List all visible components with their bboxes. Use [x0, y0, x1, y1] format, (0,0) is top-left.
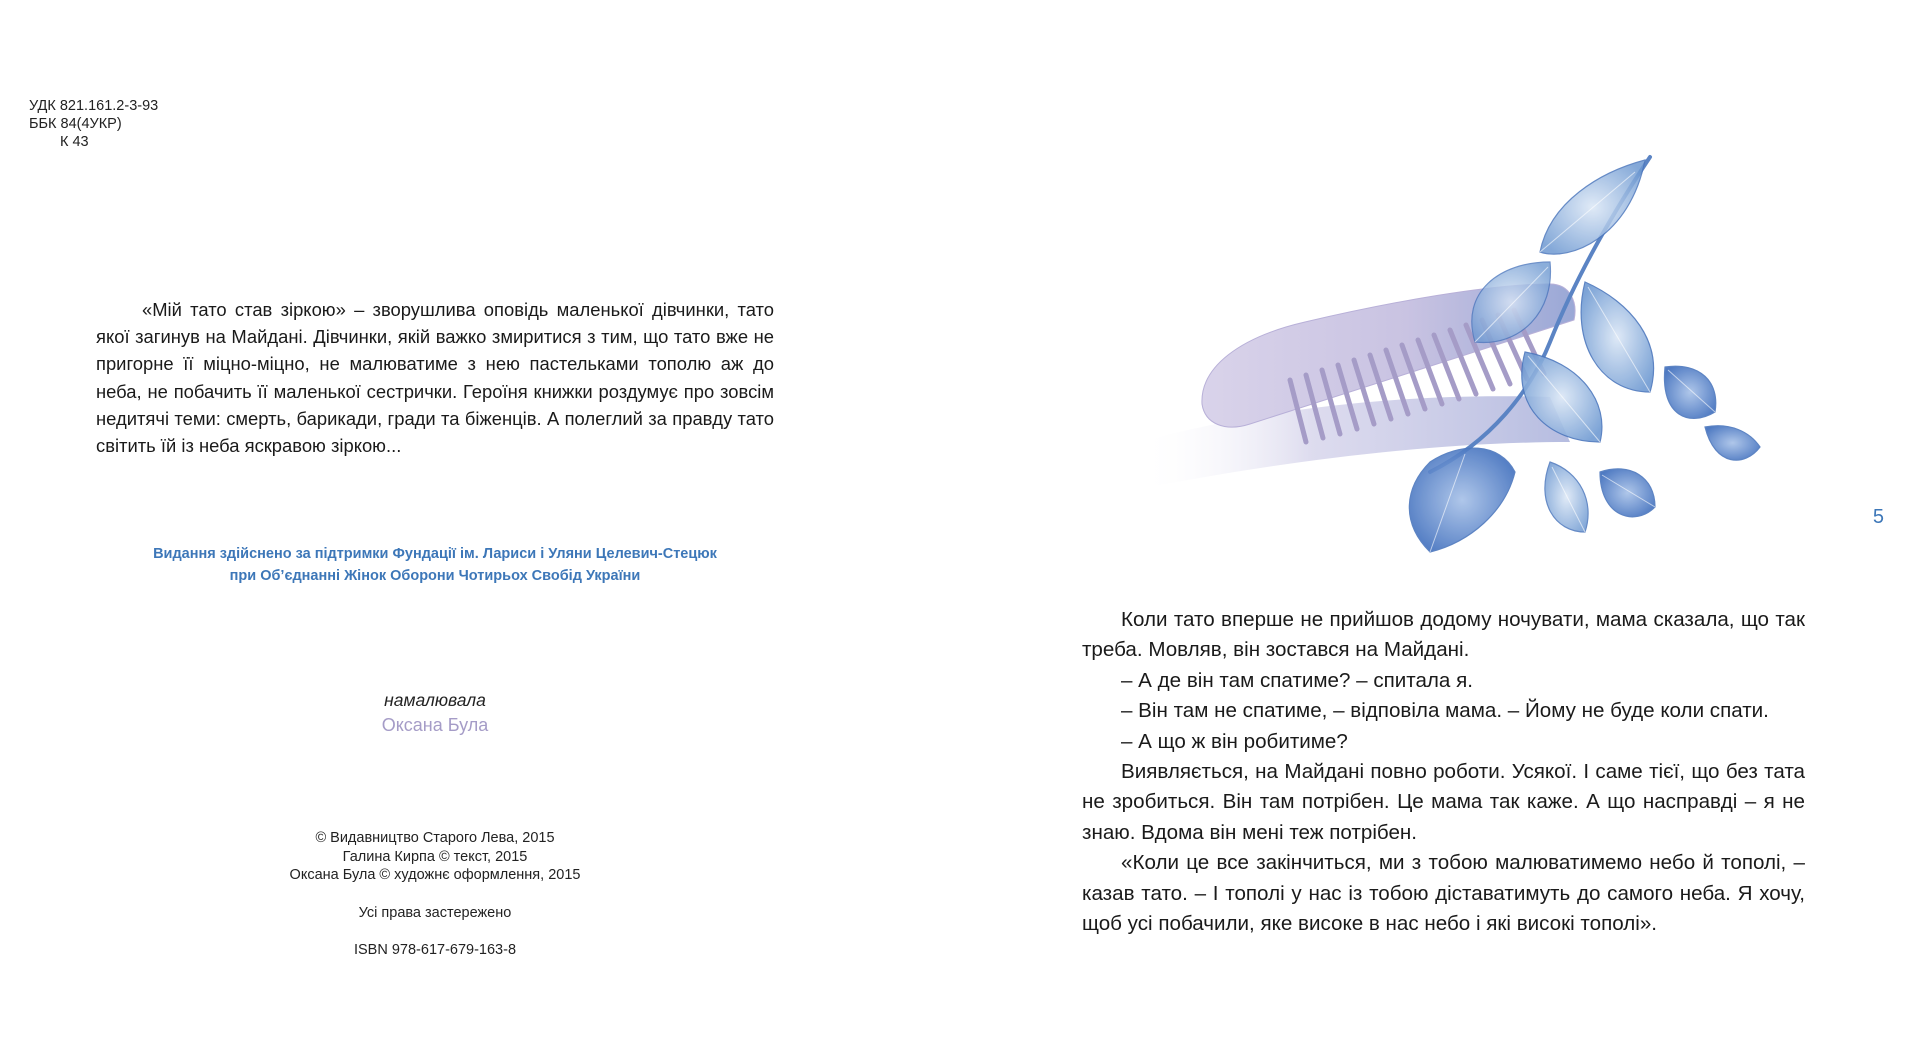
support-note	[96, 543, 774, 587]
leaf-far-right	[1705, 426, 1760, 460]
story-paragraph-2: – А де він там спатиме? – спитала я.	[1121, 668, 1473, 692]
leaf-bottom	[1409, 448, 1515, 552]
story-paragraph-5: Виявляється, на Майдані повно роботи. Усякої. І саме тієї, що без тата не зробиться. Він там потрібен. Це мама так каже. А що насправді – я не знаю. Вдома він мені теж потрібен.	[1082, 760, 1805, 844]
support-line-1: Видання здійснено за підтримки Фундації ім. Лариси і Уляни Целевич-Стецюк	[153, 546, 717, 562]
copyright-text: Галина Кирпа © текст, 2015	[342, 848, 528, 865]
illustrator-name: Оксана Була	[381, 715, 489, 735]
comb-with-poplar-leaves-illustration	[1130, 142, 1770, 554]
story-paragraph-3: – Він там не спатиме, – відповіла мама. – Йому не буде коли спати.	[1121, 699, 1769, 723]
illustrator-role: намалювала	[384, 690, 486, 710]
copyright-block	[236, 829, 634, 960]
copyright-art: Оксана Була © художнє оформлення, 2015	[289, 867, 581, 883]
bbk-code: ББК 84(4УКР)	[29, 116, 122, 132]
leaf-lower-right	[1600, 469, 1655, 517]
story-paragraph-4: – А що ж він робитиме?	[1121, 729, 1348, 753]
summary-paragraph: «Мій тато став зіркою» – зворушлива оповідь маленької дівчинки, тато якої загинув на Майдані. Дівчинки, якій важко змиритися з тим, що тато вже не пригорне її міцно-міцно, не малюватиме з нею пастельками тополю аж до неба, не побачить її маленької сестрички. Героїня книжки роздумує про зовсім недитячі теми: смерть, барикади, гради та біженців. А полеглий за правду тато світить їй із неба яскравою зіркою...	[96, 299, 774, 457]
classification-codes	[29, 97, 158, 151]
page-number: 5	[1872, 506, 1884, 528]
support-line-2: при Об’єднанні Жінок Оборони Чотирьох Свобід України	[229, 568, 641, 584]
leaf-lower-middle	[1545, 462, 1588, 532]
story-paragraph-1: Коли тато вперше не прийшов додому ночувати, мама сказала, що так треба. Мовляв, він зостався на Майдані.	[1082, 608, 1805, 662]
leaf-top	[1540, 160, 1645, 254]
story-text	[1082, 605, 1805, 939]
isbn: ISBN 978-617-679-163-8	[353, 942, 517, 958]
copyright-publisher: © Видавництво Старого Лева, 2015	[315, 830, 555, 846]
udk-code: УДК 821.161.2-3-93	[29, 98, 159, 114]
illustrator-credit	[260, 688, 610, 738]
story-paragraph-6: «Коли це все закінчиться, ми з тобою малюватимемо небо й тополі, – казав тато. – І тополі у нас із тобою діставатимуть до самого неба. Я хочу, щоб усі побачили, яке високе в нас небо і які високі тополі».	[1082, 851, 1805, 936]
author-mark: К 43	[60, 134, 89, 150]
book-summary	[96, 296, 774, 459]
rights-reserved: Усі права застережено	[358, 904, 512, 921]
